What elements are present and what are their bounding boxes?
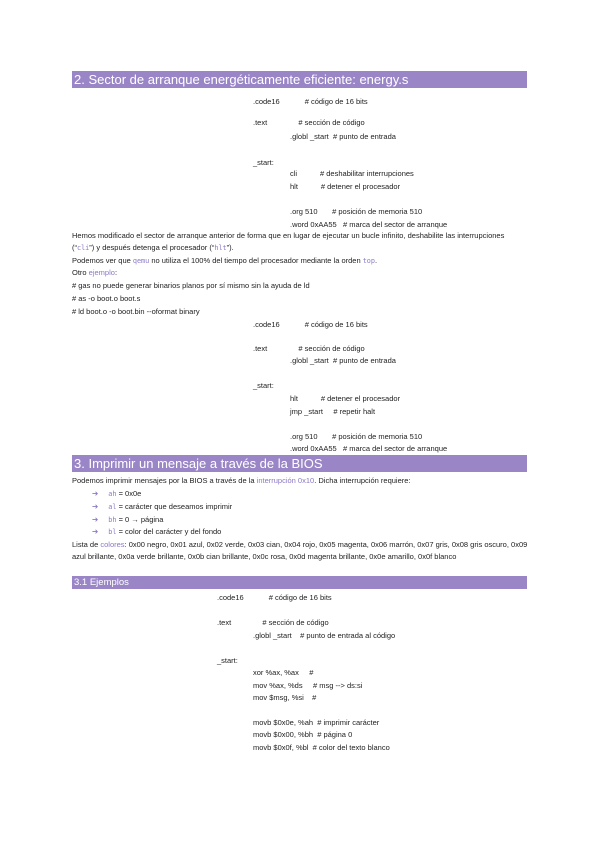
code-line: .code16 # código de 16 bits xyxy=(217,593,332,602)
code-line: .text # sección de código xyxy=(253,344,365,353)
register-name: al xyxy=(108,503,117,511)
code-line: jmp _start # repetir halt xyxy=(290,407,376,416)
code-line: .globl _start # punto de entrada xyxy=(290,132,396,141)
code-line: .org 510 # posición de memoria 510 xyxy=(290,432,423,441)
register-name: bh xyxy=(108,516,117,524)
list-item xyxy=(92,488,141,500)
code-line: _start: xyxy=(253,381,274,390)
list-item xyxy=(92,501,232,513)
text-span: ”) y después detenga el procesador (“ xyxy=(89,243,215,252)
paragraph-qemu xyxy=(72,255,528,267)
comment-line: # ld boot.o -o boot.bin --oformat binary xyxy=(72,307,200,316)
inline-code-top: top xyxy=(362,257,375,265)
register-desc: = 0x0e xyxy=(116,489,142,498)
code-line: .globl _start # punto de entrada xyxy=(290,356,396,365)
register-name: ah xyxy=(108,490,117,498)
text-span: . xyxy=(375,256,378,265)
subsection-3-1-heading: 3.1 Ejemplos xyxy=(72,576,527,589)
code-line: hlt # detener el procesador xyxy=(290,394,401,403)
section-2-heading: 2. Sector de arranque energéticamente eficiente: energy.s xyxy=(72,71,527,88)
text-span: Otro xyxy=(72,268,89,277)
highlight-ejemplo: ejemplo xyxy=(88,268,115,277)
code-line: _start: xyxy=(253,158,274,167)
text-span: Hemos modificado el sector de arranque anterior de forma que en lugar de ejecutar un bucle infinito, deshabilite las interrupciones (“ xyxy=(72,231,505,252)
text-span: no utiliza el 100% del tiempo del procesador mediante la orden xyxy=(149,256,363,265)
code-line: .text # sección de código xyxy=(253,118,365,127)
highlight-interrupt: interrupción 0x10 xyxy=(256,476,315,485)
code-line: _start: xyxy=(217,656,238,665)
text-span: . Dicha interrupción requiere: xyxy=(314,476,411,485)
code-line: .code16 # código de 16 bits xyxy=(253,320,368,329)
text-span: Lista de xyxy=(72,540,101,549)
paragraph-other-example xyxy=(72,267,528,279)
list-item xyxy=(92,526,221,538)
arrow-icon: ➔ xyxy=(92,502,99,511)
code-line: movb $0x0e, %ah # imprimir carácter xyxy=(253,718,380,727)
arrow-icon: ➔ xyxy=(92,527,99,536)
paragraph-colors xyxy=(72,539,528,563)
text-span: Podemos ver que xyxy=(72,256,133,265)
text-span: : xyxy=(114,268,118,277)
code-line: .globl _start # punto de entrada al código xyxy=(253,631,396,640)
code-line: movb $0x00, %bh # página 0 xyxy=(253,730,353,739)
paragraph-bios-intro xyxy=(72,475,528,487)
paragraph-modified-boot-sector xyxy=(72,230,528,254)
code-line: mov %ax, %ds # msg --> ds:si xyxy=(253,681,363,690)
code-line: hlt # detener el procesador xyxy=(290,182,401,191)
code-line: .word 0xAA55 # marca del sector de arranque xyxy=(290,444,448,453)
inline-code-hlt: hlt xyxy=(214,244,227,252)
highlight-colores: colores xyxy=(100,540,125,549)
code-line: .code16 # código de 16 bits xyxy=(253,97,368,106)
arrow-icon: ➔ xyxy=(92,515,99,524)
section-3-heading: 3. Imprimir un mensaje a través de la BIOS xyxy=(72,455,527,472)
comment-line: # as -o boot.o boot.s xyxy=(72,294,141,303)
list-item xyxy=(92,514,163,526)
code-line: .org 510 # posición de memoria 510 xyxy=(290,207,423,216)
inline-code-cli: cli xyxy=(77,244,90,252)
text-span: : 0x00 negro, 0x01 azul, 0x02 verde, 0x03 cian, 0x04 rojo, 0x05 magenta, 0x06 marrón, 0x07 gris, 0x08 gris oscuro, 0x09 azul brillante, 0x0a verde brillante, 0x0b cian brillante, 0x0c rosa, 0x0d magenta brillante, 0x0e amarillo, 0x0f blanco xyxy=(72,540,528,561)
register-desc: = 0 → página xyxy=(116,515,164,524)
code-line: mov $msg, %si # xyxy=(253,693,317,702)
arrow-icon: ➔ xyxy=(92,489,99,498)
register-desc: = color del carácter y del fondo xyxy=(116,527,222,536)
code-line: .text # sección de código xyxy=(217,618,329,627)
code-line: cli # deshabilitar interrupciones xyxy=(290,169,414,178)
register-desc: = carácter que deseamos imprimir xyxy=(116,502,233,511)
code-line: .word 0xAA55 # marca del sector de arranque xyxy=(290,220,448,229)
inline-code-qemu: qemu xyxy=(132,257,150,265)
text-span: ”). xyxy=(226,243,234,252)
code-line: movb $0x0f, %bl # color del texto blanco xyxy=(253,743,390,752)
code-line: xor %ax, %ax # xyxy=(253,668,314,677)
comment-line: # gas no puede generar binarios planos por sí mismo sin la ayuda de ld xyxy=(72,281,310,290)
text-span: Podemos imprimir mensajes por la BIOS a través de la xyxy=(72,476,257,485)
register-name: bl xyxy=(108,528,117,536)
